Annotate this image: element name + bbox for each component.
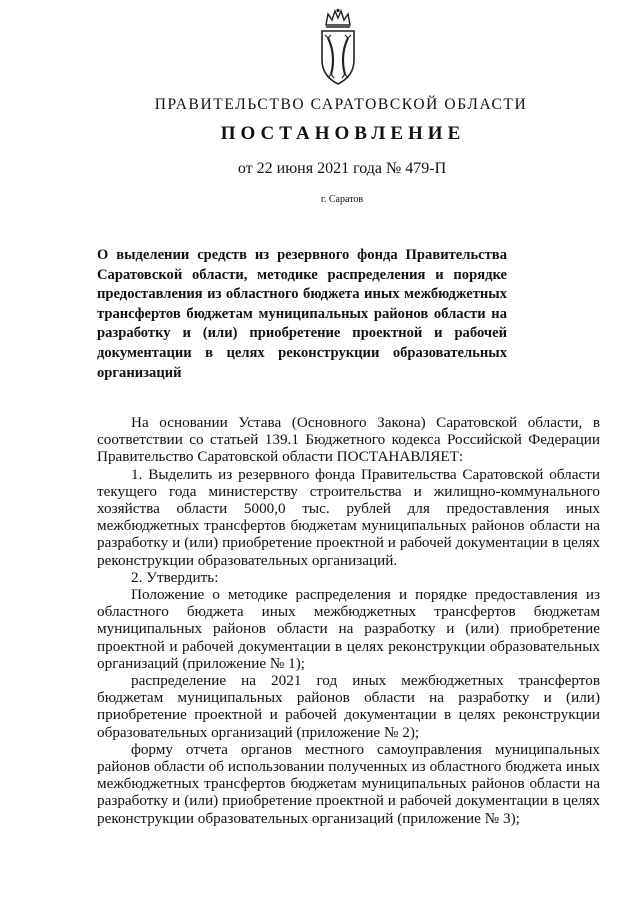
paragraph-item-2: 2. Утвердить:: [131, 568, 219, 586]
document-title: О выделении средств из резервного фонда Правительства Саратовской области, методике распределения и порядке предоставления из областного бюджета иных межбюджетных трансфертов бюджетам муниципальных районов области на разработку и (или) приобретение проектной и рабочей документации в целях реконструкции образовательных организаций: [97, 247, 507, 381]
paragraph-approve-distribution: распределение на 2021 год иных межбюджетных трансфертов бюджетам муниципальных районов области на разработку и (или) приобретение проектной и рабочей документации в целях реконструкции образовательных организаций (приложение № 2);: [97, 672, 600, 741]
date-and-number: от 22 июня 2021 года № 479-П: [237, 160, 447, 177]
government-name: ПРАВИТЕЛЬСТВО САРАТОВСКОЙ ОБЛАСТИ: [154, 96, 528, 113]
city-name: г. Саратов: [320, 194, 364, 205]
coat-of-arms-graphic: [318, 8, 358, 88]
paragraph-approve-report-form: форму отчета органов местного самоуправления муниципальных районов области об использовании полученных из областного бюджета иных межбюджетных трансфертов бюджетам муниципальных районов области на разработку и (или) приобретение проектной и рабочей документации в целях реконструкции образовательных организаций (приложение № 3);: [97, 740, 600, 827]
paragraph-preamble: На основании Устава (Основного Закона) Саратовской области, в соответствии со статьей 139.1 Бюджетного кодекса Российской Федерации Правительство Саратовской области ПОСТАНАВЛЯЕТ:: [97, 414, 600, 466]
saratov-coat-of-arms-icon: [318, 8, 358, 88]
document-body: [97, 414, 600, 827]
paragraph-approve-regulation: Положение о методике распределения и порядке предоставления из областного бюджета иных межбюджетных трансфертов бюджетам муниципальных районов области на разработку и (или) приобретение проектной и рабочей документации в целях реконструкции образовательных организаций (приложение № 1);: [97, 586, 600, 672]
paragraph-item-1: 1. Выделить из резервного фонда Правительства Саратовской области текущего года министерству строительства и жилищно-коммунального хозяйства области 5000,0 тыс. рублей для предоставления иных межбюджетных трансфертов бюджетам муниципальных районов области на разработку и (или) приобретение проектной и рабочей документации в целях реконструкции образовательных организаций.: [97, 465, 600, 569]
document-type: ПОСТАНОВЛЕНИЕ: [220, 123, 466, 144]
